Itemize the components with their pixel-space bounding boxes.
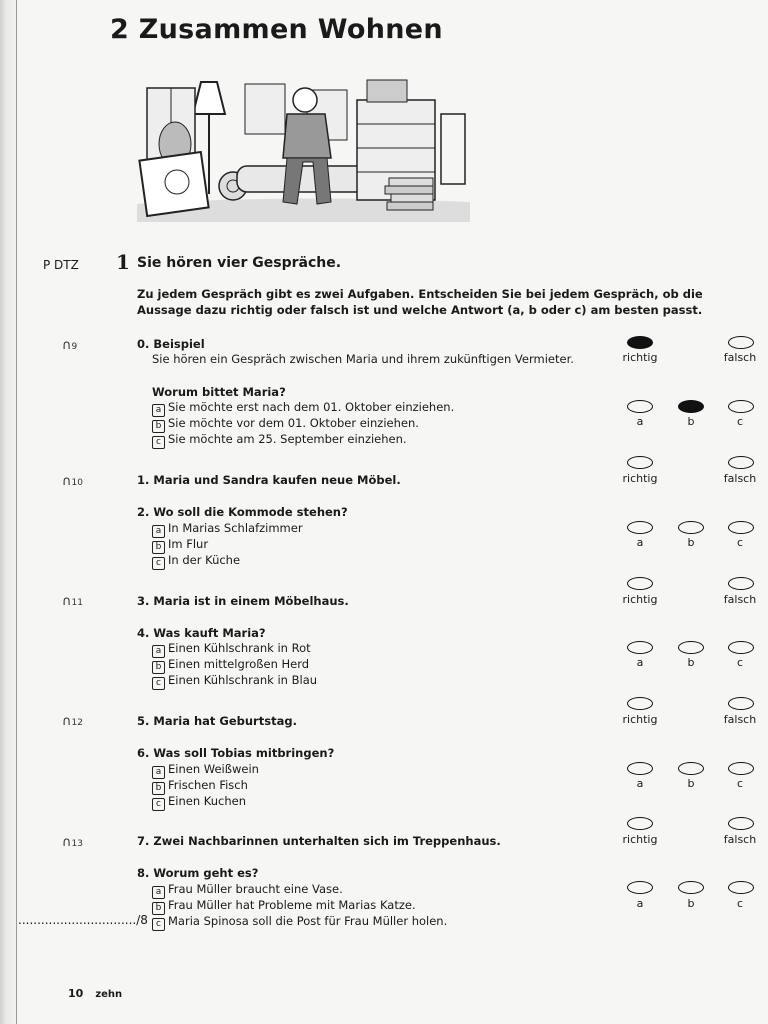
section-label: P DTZ xyxy=(43,258,79,272)
page-number-word: zehn xyxy=(95,989,123,1000)
question-6: 6. Was soll Tobias mitbringen? xyxy=(137,746,335,760)
example-option-a: a Sie möchte erst nach dem 01. Oktober einziehen. xyxy=(152,400,454,417)
richtig-label: richtig xyxy=(622,833,658,846)
headphones-icon: ∩ xyxy=(62,594,72,609)
a-label: a xyxy=(636,536,644,549)
statement-3: 3. Maria ist in einem Möbelhaus. xyxy=(137,594,349,608)
richtig-label: richtig xyxy=(622,593,658,606)
q4-b-bubble[interactable] xyxy=(678,641,704,654)
b-label: b xyxy=(687,897,695,910)
example-a-bubble[interactable] xyxy=(627,400,653,413)
score-field: .............................../8 xyxy=(18,913,148,927)
b-label: b xyxy=(687,536,695,549)
example-falsch-bubble[interactable] xyxy=(728,336,754,349)
richtig-label: richtig xyxy=(622,713,658,726)
q7-falsch-bubble[interactable] xyxy=(728,817,754,830)
statement-5: 5. Maria hat Geburtstag. xyxy=(137,714,297,728)
track-9: ∩9 xyxy=(62,338,78,353)
q6-option-a: a Einen Weißwein xyxy=(152,762,259,779)
a-label: a xyxy=(636,777,644,790)
example-c-bubble[interactable] xyxy=(728,400,754,413)
q2-a-bubble[interactable] xyxy=(627,521,653,534)
c-label: c xyxy=(736,415,744,428)
page-title: 2 Zusammen Wohnen xyxy=(110,14,443,45)
richtig-label: richtig xyxy=(622,351,658,364)
example-question: Worum bittet Maria? xyxy=(152,385,286,399)
statement-1: 1. Maria und Sandra kaufen neue Möbel. xyxy=(137,473,401,487)
falsch-label: falsch xyxy=(723,472,757,485)
room-illustration xyxy=(137,74,470,222)
example-option-b: b Sie möchte vor dem 01. Oktober einziehen. xyxy=(152,416,419,433)
c-label: c xyxy=(736,656,744,669)
headphones-icon: ∩ xyxy=(62,835,72,850)
example-title: 0. Beispiel xyxy=(137,337,205,351)
q4-option-c: c Einen Kühlschrank in Blau xyxy=(152,673,317,690)
headphones-icon: ∩ xyxy=(62,338,72,353)
example-b-bubble[interactable] xyxy=(678,400,704,413)
track-10: ∩10 xyxy=(62,474,83,489)
q5-falsch-bubble[interactable] xyxy=(728,697,754,710)
a-label: a xyxy=(636,656,644,669)
falsch-label: falsch xyxy=(723,713,757,726)
q8-option-c: c Maria Spinosa soll die Post für Frau Müller holen. xyxy=(152,914,447,931)
page-number: 10 xyxy=(68,987,84,1000)
q6-a-bubble[interactable] xyxy=(627,762,653,775)
example-option-c: c Sie möchte am 25. September einziehen. xyxy=(152,432,407,449)
q3-richtig-bubble[interactable] xyxy=(627,577,653,590)
falsch-label: falsch xyxy=(723,351,757,364)
question-2: 2. Wo soll die Kommode stehen? xyxy=(137,505,348,519)
q4-a-bubble[interactable] xyxy=(627,641,653,654)
q4-option-b: b Einen mittelgroßen Herd xyxy=(152,657,309,674)
q2-option-a: a In Marias Schlafzimmer xyxy=(152,521,303,538)
task-number: 1 xyxy=(116,250,130,274)
c-label: c xyxy=(736,777,744,790)
statement-7: 7. Zwei Nachbarinnen unterhalten sich im Treppenhaus. xyxy=(137,834,501,848)
q8-option-b: b Frau Müller hat Probleme mit Marias Katze. xyxy=(152,898,416,915)
task-title: Sie hören vier Gespräche. xyxy=(137,255,342,271)
c-label: c xyxy=(736,897,744,910)
q8-option-a: a Frau Müller braucht eine Vase. xyxy=(152,882,343,899)
q6-option-b: b Frischen Fisch xyxy=(152,778,248,795)
task-instruction: Zu jedem Gespräch gibt es zwei Aufgaben. Entscheiden Sie bei jedem Gespräch, ob die Aussage dazu richtig oder falsch ist und welche Antwort (a, b oder c) am besten passt. xyxy=(137,287,703,317)
track-12: ∩12 xyxy=(62,714,83,729)
binding-shadow xyxy=(0,0,20,1024)
q8-a-bubble[interactable] xyxy=(627,881,653,894)
q6-option-c: c Einen Kuchen xyxy=(152,794,246,811)
b-label: b xyxy=(687,656,695,669)
headphones-icon: ∩ xyxy=(62,714,72,729)
b-label: b xyxy=(687,415,695,428)
q1-richtig-bubble[interactable] xyxy=(627,456,653,469)
a-label: a xyxy=(636,415,644,428)
q7-richtig-bubble[interactable] xyxy=(627,817,653,830)
q2-c-bubble[interactable] xyxy=(728,521,754,534)
page-footer xyxy=(68,987,122,1000)
example-statement: Sie hören ein Gespräch zwischen Maria und ihrem zukünftigen Vermieter. xyxy=(152,352,574,366)
q4-c-bubble[interactable] xyxy=(728,641,754,654)
falsch-label: falsch xyxy=(723,833,757,846)
q8-c-bubble[interactable] xyxy=(728,881,754,894)
q2-option-c: c In der Küche xyxy=(152,553,240,570)
q6-b-bubble[interactable] xyxy=(678,762,704,775)
q1-falsch-bubble[interactable] xyxy=(728,456,754,469)
q3-falsch-bubble[interactable] xyxy=(728,577,754,590)
q4-option-a: a Einen Kühlschrank in Rot xyxy=(152,641,311,658)
q5-richtig-bubble[interactable] xyxy=(627,697,653,710)
b-label: b xyxy=(687,777,695,790)
c-label: c xyxy=(736,536,744,549)
falsch-label: falsch xyxy=(723,593,757,606)
example-richtig-bubble[interactable] xyxy=(627,336,653,349)
q6-c-bubble[interactable] xyxy=(728,762,754,775)
q8-b-bubble[interactable] xyxy=(678,881,704,894)
headphones-icon: ∩ xyxy=(62,474,72,489)
binding-line xyxy=(16,0,17,1024)
a-label: a xyxy=(636,897,644,910)
question-8: 8. Worum geht es? xyxy=(137,866,259,880)
richtig-label: richtig xyxy=(622,472,658,485)
track-11: ∩11 xyxy=(62,594,83,609)
q2-option-b: b Im Flur xyxy=(152,537,208,554)
question-4: 4. Was kauft Maria? xyxy=(137,626,266,640)
track-13: ∩13 xyxy=(62,835,83,850)
q2-b-bubble[interactable] xyxy=(678,521,704,534)
